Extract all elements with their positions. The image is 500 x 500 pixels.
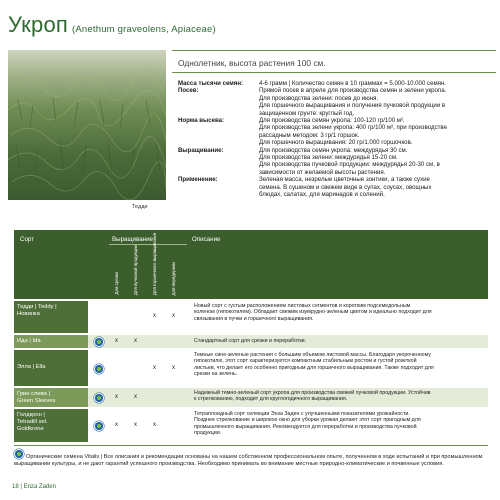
col-description-header: Описание bbox=[192, 236, 221, 243]
photo-caption: Тедди bbox=[132, 204, 148, 210]
property-row bbox=[178, 117, 496, 147]
property-line: Для производства зелени: междурядья 15-20 см. bbox=[259, 154, 398, 162]
property-line: Для горшечного выращивания и получения пучковой продукции в bbox=[259, 102, 446, 110]
property-row bbox=[178, 176, 496, 198]
table-row bbox=[14, 388, 488, 407]
variety-name-line: Голдкрон | bbox=[17, 412, 45, 418]
variety-name-line: Goldkrone bbox=[17, 426, 44, 432]
divider-sub bbox=[172, 72, 496, 73]
variety-description bbox=[190, 409, 488, 442]
property-label: Масса тысячи семян: bbox=[178, 80, 244, 87]
variety-table-header bbox=[14, 230, 488, 299]
mark-bunch: x bbox=[134, 338, 137, 344]
variety-name-line: Tetradill sel. bbox=[17, 419, 48, 425]
dill-photo-texture bbox=[8, 50, 166, 200]
sub-col-pot: Для горшечного выращивания bbox=[152, 232, 157, 295]
variety-name bbox=[14, 388, 88, 407]
variety-description bbox=[190, 335, 488, 348]
property-line: рассадным методом: 3 гр/1 горшок. bbox=[259, 131, 360, 139]
property-row bbox=[178, 80, 496, 87]
page-footer: 18 | Enza Zaden bbox=[12, 484, 56, 490]
mark-bunch: x bbox=[134, 422, 137, 428]
vitalis-organic-icon bbox=[94, 393, 104, 403]
col-growing-header: Выращивание bbox=[112, 236, 153, 243]
property-value bbox=[259, 176, 496, 198]
page-title bbox=[8, 12, 216, 38]
sub-col-cutting: Для срезки bbox=[114, 272, 119, 295]
table-row bbox=[14, 409, 488, 442]
property-label: Посев: bbox=[178, 87, 199, 95]
desc-line: Позднее стрелкование и широкое окно для уборки урожая делают этот сорт пригодным для bbox=[194, 417, 421, 424]
property-line: Зеленая масса, незрелые цветочные зонтики, а также сухие bbox=[259, 176, 430, 184]
desc-line: промышленного выращивания. Рекомендуется для переработки и производства пучковой bbox=[194, 423, 417, 430]
footnote-text: Органические семена Vitalis | Все описания и рекомендации основаны на нашем собственном профессиональном опыте, полученном в ходе испытаний и при промышленном выращивании культуры, и не дают гарантий успешного производства. Необходимо принимать во внимание местные природно-климатические и почвенные условия. bbox=[14, 454, 483, 467]
mark-cutting: x bbox=[115, 394, 118, 400]
property-line: Для производства семян укропа: 100-120 гр/100 м². bbox=[259, 117, 405, 125]
desc-line: Новый сорт с густым расположением листовых сегментов и коротким подсемедольным bbox=[194, 303, 411, 309]
variety-name-line: Green Sleeves bbox=[17, 398, 56, 404]
footnote bbox=[14, 449, 488, 468]
variety-name bbox=[14, 335, 88, 348]
subtitle: Однолетник, высота растения 100 см. bbox=[178, 58, 326, 68]
mark-holding: x bbox=[172, 365, 175, 371]
variety-name-line: Ида | Ida bbox=[17, 338, 41, 344]
desc-line: Стандартный сорт для срезки и переработки. bbox=[194, 338, 307, 344]
mark-cutting: x bbox=[115, 422, 118, 428]
mark-pot: x bbox=[153, 422, 156, 428]
desc-line: коленом (гипокотилем). Обладает свежим изумрудно-зеленым цветом и идеально подходит для bbox=[194, 309, 432, 316]
variety-description bbox=[190, 350, 488, 386]
variety-name-line: Грин слива | bbox=[17, 391, 50, 397]
property-line: Прямой посев в апреле для производства семян и зелени укропа. bbox=[259, 87, 447, 95]
property-line: 4-6 грамм | Количество семян в 10 граммах = 5.000-10.000 семян. bbox=[259, 80, 447, 87]
mark-pot: x bbox=[153, 365, 156, 371]
divider-top bbox=[172, 50, 496, 51]
property-row bbox=[178, 147, 496, 177]
desc-line: срезки на зелень. bbox=[194, 371, 238, 378]
properties bbox=[178, 80, 496, 199]
title-name: Укроп bbox=[8, 12, 68, 37]
property-label: Норма высева: bbox=[178, 117, 225, 125]
desc-line: Надежный темно-зеленый сорт укропа для производства свежей пучковой продукции. Устойчив bbox=[194, 390, 431, 396]
variety-description bbox=[190, 301, 488, 333]
variety-name-line: Новинка bbox=[17, 311, 40, 317]
property-row bbox=[178, 87, 496, 117]
sub-col-holding: Для передержки bbox=[171, 261, 176, 295]
property-line: семена. В сушеном и свежем виде в супах, соусах, овощных bbox=[259, 183, 432, 191]
variety-name-line: Элла | Ella bbox=[17, 364, 46, 370]
property-label: Выращивание: bbox=[178, 146, 224, 154]
variety-name bbox=[14, 409, 88, 442]
variety-name bbox=[14, 350, 88, 386]
title-latin: (Anethum graveolens, Apiaceae) bbox=[72, 24, 216, 35]
desc-line: связывания в пучки и горшечного выращивания. bbox=[194, 315, 314, 322]
property-line: Для производства пучковой продукции: междурядья 20-30 см, в bbox=[259, 161, 440, 169]
col-sort-header: Сорт bbox=[20, 236, 35, 243]
variety-name bbox=[14, 301, 88, 333]
property-line: Для горшечного выращивания: 20 гр/1.000 горшочков. bbox=[259, 139, 413, 147]
desc-line: Темные сине-зеленые растения с большим объемом листовой массы. Благодаря укороченному bbox=[194, 352, 431, 358]
property-line: блюдах, салатах, для маринадов и солений. bbox=[259, 191, 385, 199]
vitalis-organic-icon bbox=[94, 364, 104, 374]
desc-line: к стрелкованию, подходит для круглогодичного выращивания. bbox=[194, 396, 348, 403]
dill-photo bbox=[8, 50, 166, 200]
property-line: Для производства зелени: посев до июня. bbox=[259, 94, 379, 102]
property-value bbox=[259, 80, 496, 87]
property-value bbox=[259, 87, 496, 117]
vitalis-organic-icon bbox=[14, 449, 24, 459]
property-label: Применение: bbox=[178, 176, 218, 184]
table-row bbox=[14, 335, 488, 348]
desc-line: листьев, что делает его особенно пригодным для горшечного выращивания. Также подходит для bbox=[194, 364, 434, 371]
mark-holding: x bbox=[172, 313, 175, 319]
table-row bbox=[14, 301, 488, 333]
growing-divider bbox=[109, 244, 187, 245]
mark-bunch: x bbox=[134, 394, 137, 400]
footnote-divider bbox=[14, 445, 488, 446]
property-line: Для производства семян укропа: междурядья 30 см. bbox=[259, 146, 408, 154]
desc-line: продукции. bbox=[194, 430, 222, 437]
variety-name-line: Тедди | Teddy | bbox=[17, 304, 57, 310]
mark-pot: x bbox=[153, 313, 156, 319]
sub-col-bunch: Для пучковой продукции bbox=[133, 244, 138, 295]
mark-cutting: x bbox=[115, 338, 118, 344]
desc-line: Тетраплоидный сорт селекции Энза Заден с улучшенными показателями урожайности. bbox=[194, 411, 410, 417]
property-value bbox=[259, 117, 496, 147]
table-row bbox=[14, 350, 488, 386]
vitalis-organic-icon bbox=[94, 337, 104, 347]
property-line: зависимости от желаемой высоты растения. bbox=[259, 168, 386, 176]
property-value bbox=[259, 147, 496, 177]
property-line: защищенном грунте: круглый год. bbox=[259, 109, 355, 117]
property-line: Для производства зелени укропа: 400 гр/100 м², при производстве bbox=[259, 124, 447, 132]
desc-line: гипокотилю, этот сорт характеризуется компактным стабильным ростом и густой розеткой bbox=[194, 358, 417, 365]
variety-description bbox=[190, 388, 488, 407]
vitalis-organic-icon bbox=[94, 421, 104, 431]
